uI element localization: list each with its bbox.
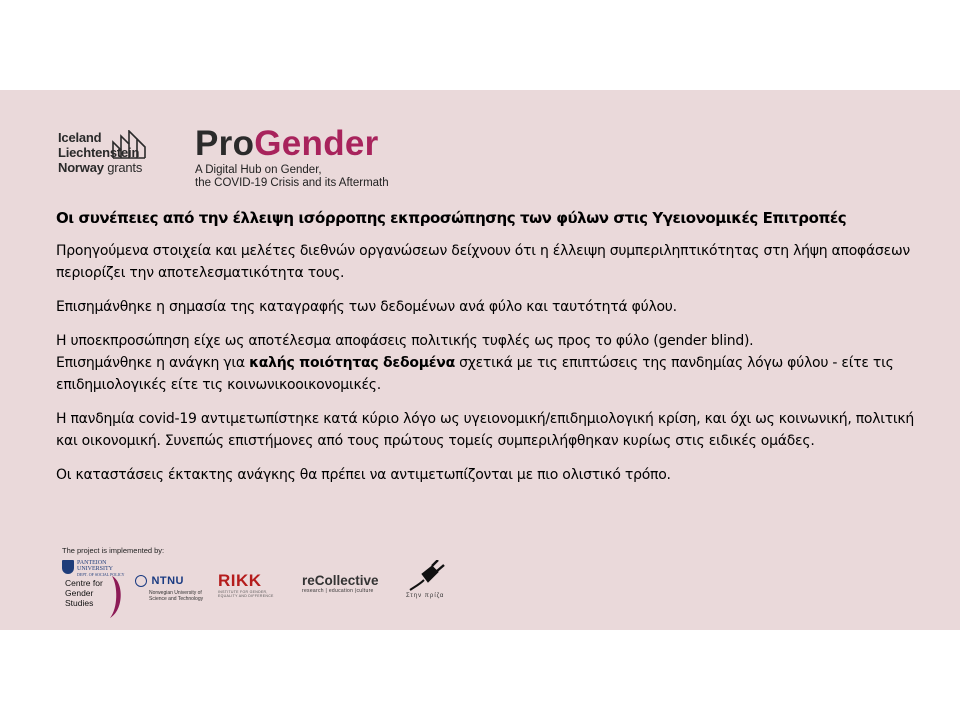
rikk-logo [218,572,278,598]
recollective-logo [302,573,397,594]
paragraph-4 [56,352,918,396]
slide [0,90,960,630]
recollective-sub: research | education |culture [302,588,374,594]
partners-label: The project is implemented by: [62,546,165,555]
ntnu-logo [135,572,215,602]
stin-priza-name: Στην πρίζα [406,593,445,599]
brand-tagline-2: the COVID-19 Crisis and its Aftermath [195,177,389,189]
funder-grants: grants [107,160,143,175]
funder-line-liechtenstein: Liechtenstein [58,145,140,160]
funder-line-iceland: Iceland [58,130,102,145]
panteion-crest-icon [62,560,74,574]
ccgs-line-1: Centre for [65,578,103,588]
panteion-uni-2: UNIVERSITY [77,566,113,572]
eea-grants-building-icon [112,130,148,160]
ntnu-name: NTNU [151,574,185,587]
ccgs-swirl-icon [108,574,126,620]
brand-pro: Pro [195,124,255,163]
ccgs-line-2: Gender [65,588,94,598]
recollective-name: reCollective [302,573,379,588]
funder-norway: Norway [58,160,104,175]
rikk-name: RIKK [218,571,262,590]
paragraph-1: Προηγούμενα στοιχεία και μελέτες διεθνών οργανώσεων δείχνουν ότι η έλλειψη συμπεριληπτικότητας στη λήψη αποφάσεων περιορίζει την αποτελεσματικότητα τους. [56,243,910,281]
paragraph-4-bold: καλής ποιότητας δεδομένα [249,355,455,371]
paragraph-4-pre: Επισημάνθηκε η ανάγκη για [56,355,250,371]
rikk-sub-2: EQUALITY AND DIFFERENCE [218,594,274,598]
ntnu-sub-1: Norwegian University of [149,590,202,596]
panteion-logo [62,560,126,622]
ccgs-line-3: Studies [65,598,94,608]
paragraph-2: Επισημάνθηκε η σημασία της καταγραφής των δεδομένων ανά φύλο και ταυτότητά φύλου. [56,299,677,315]
funder-logo [58,130,158,196]
funder-line-norway [58,160,158,175]
panteion-uni-3: DEPT. OF SOCIAL POLICY [77,572,125,577]
brand-tagline-1: A Digital Hub on Gender, [195,164,322,176]
rikk-sub-1: INSTITUTE FOR GENDER, [218,590,268,594]
paragraph-3: Η υποεκπροσώπηση είχε ως αποτέλεσμα αποφάσεις πολιτικής τυφλές ως προς το φύλο (gender blind). [56,333,754,349]
brand-gender: Gender [254,124,379,163]
panteion-uni-1: PANTEION [77,560,107,566]
ntnu-mark-icon [135,575,147,587]
power-plug-icon [408,560,448,592]
slide-title: Οι συνέπειες από την έλλειψη ισόρροπης εκπροσώπησης των φύλων στις Υγειονομικές Επιτροπές [56,209,847,227]
paragraph-4-post: σχετικά με τις επιπτώσεις της πανδημίας λόγω φύλου - είτε τις επιδημιολογικές είτε τις κοινωνικοοικονομικές. [56,355,894,393]
stin-priza-logo [404,560,466,600]
progender-logo [195,124,455,196]
paragraph-5: Η πανδημία covid-19 αντιμετωπίστηκε κατά κύριο λόγο ως υγειονομική/επιδημιολογική κρίση, και όχι ως κοινωνική, πολιτική και οικονομική. Συνεπώς επιστήμονες από τους πρώτους τομείς συμπεριλήφθηκαν κυρίως στις ειδικές ομάδες. [56,411,915,449]
paragraph-6: Οι καταστάσεις έκτακτης ανάγκης θα πρέπει να αντιμετωπίζονται με πιο ολιστικό τρόπο. [56,467,671,483]
slide-content [56,208,918,498]
brand-wordmark [195,124,455,164]
ntnu-sub-2: Science and Technology [149,596,204,602]
